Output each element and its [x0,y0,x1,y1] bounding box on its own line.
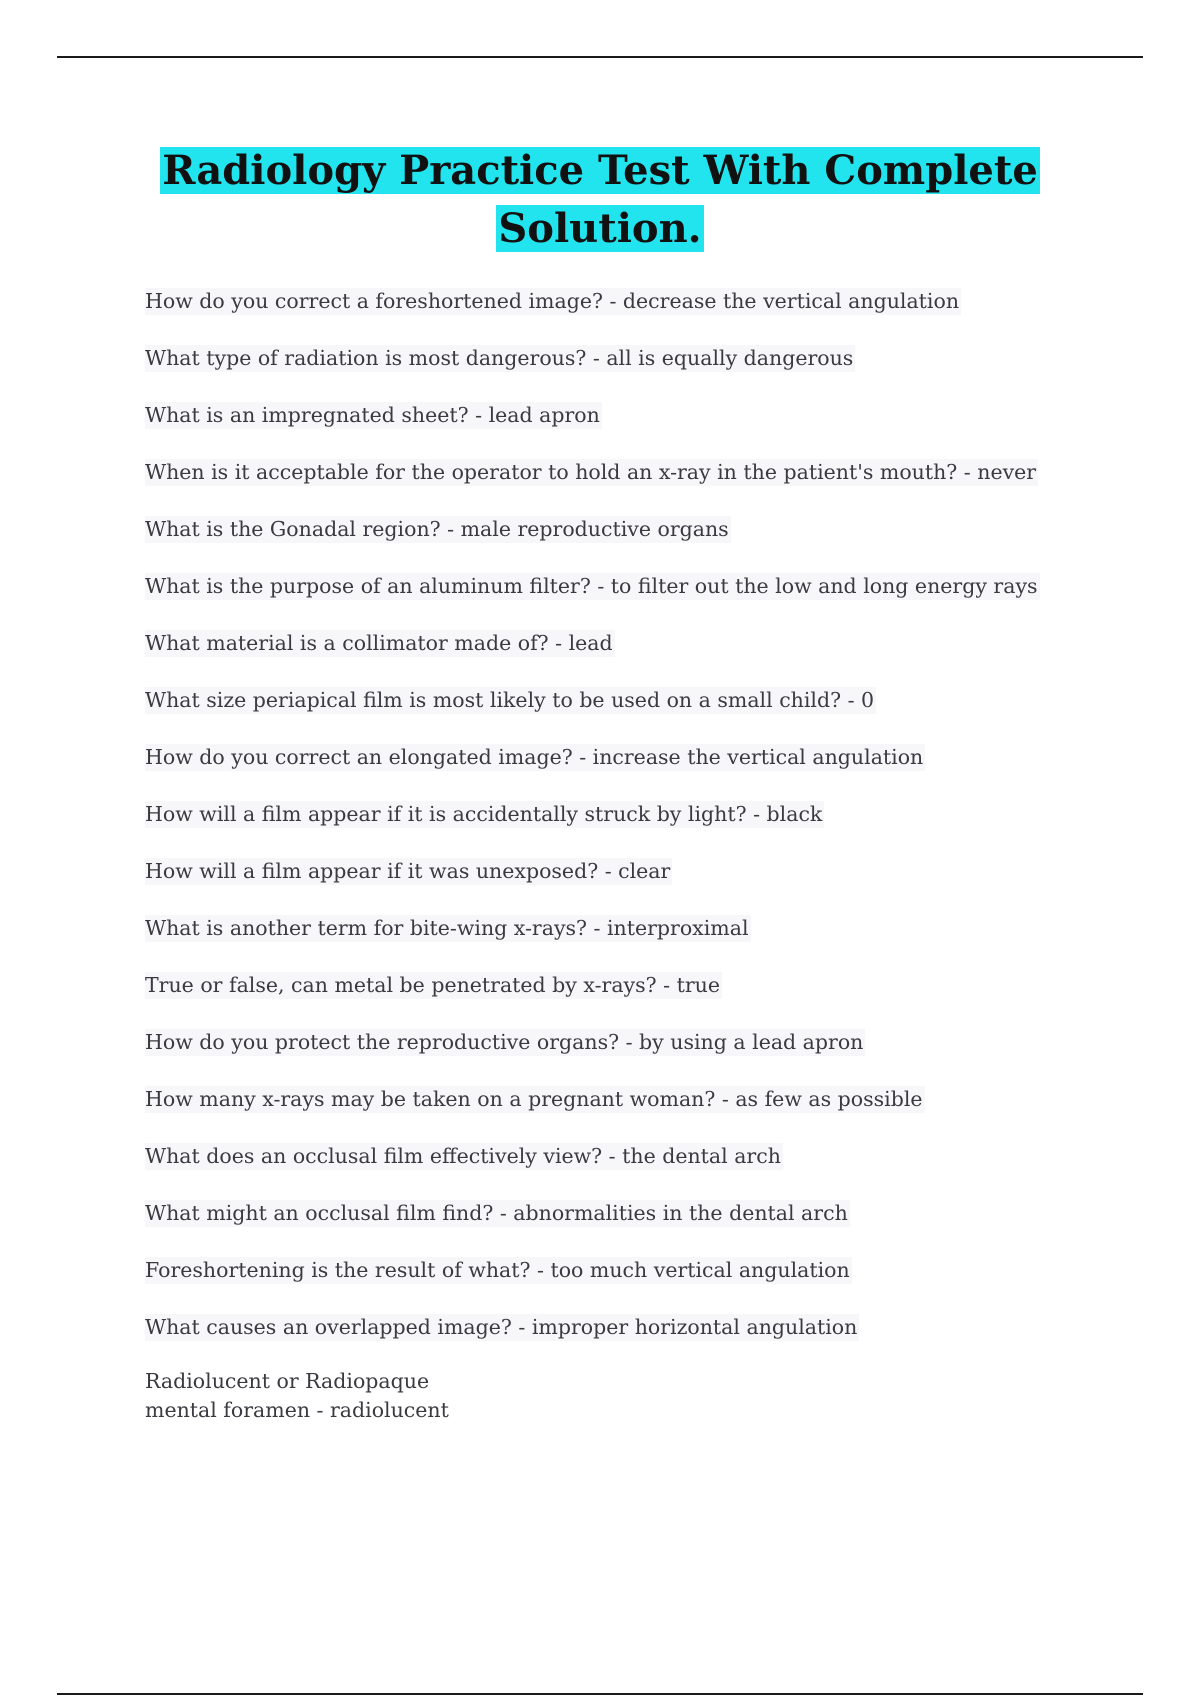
qa-text: How will a film appear if it was unexposed? - clear [145,859,671,883]
qa-text: What size periapical film is most likely to be used on a small child? - 0 [145,688,875,712]
qa-answer: mental foramen - radiolucent [145,1398,449,1422]
qa-item [145,341,1045,398]
qa-item [145,1025,1045,1082]
qa-item [145,455,1045,512]
qa-item [145,1082,1045,1139]
qa-text: What does an occlusal film effectively view? - the dental arch [145,1144,781,1168]
qa-item [145,512,1045,569]
qa-text: What type of radiation is most dangerous? - all is equally dangerous [145,346,854,370]
qa-text: What material is a collimator made of? - lead [145,631,613,655]
qa-item-multiline [145,1367,1045,1425]
qa-item [145,284,1045,341]
qa-text: What is another term for bite-wing x-rays? - interproximal [145,916,749,940]
qa-item [145,1196,1045,1253]
qa-question: Radiolucent or Radiopaque [145,1369,430,1393]
qa-item [145,740,1045,797]
qa-text: How do you correct an elongated image? - increase the vertical angulation [145,745,924,769]
qa-item [145,1310,1045,1367]
qa-text: What might an occlusal film find? - abnormalities in the dental arch [145,1201,848,1225]
qa-list [145,284,1045,1425]
qa-item [145,1139,1045,1196]
qa-text: What causes an overlapped image? - improper horizontal angulation [145,1315,858,1339]
qa-text: What is the purpose of an aluminum filter? - to filter out the low and long energy rays [145,574,1038,598]
qa-item [145,911,1045,968]
qa-text: How do you correct a foreshortened image? - decrease the vertical angulation [145,289,960,313]
qa-text: Foreshortening is the result of what? - too much vertical angulation [145,1258,850,1282]
qa-item [145,854,1045,911]
qa-text: When is it acceptable for the operator to hold an x-ray in the patient's mouth? - never [145,460,1037,484]
qa-text: How do you protect the reproductive organs? - by using a lead apron [145,1030,864,1054]
qa-item [145,797,1045,854]
qa-item [145,1253,1045,1310]
qa-item [145,683,1045,740]
qa-text: What is the Gonadal region? - male reproductive organs [145,517,729,541]
header-rule [57,56,1143,58]
qa-item [145,569,1045,626]
qa-text: How many x-rays may be taken on a pregnant woman? - as few as possible [145,1087,923,1111]
qa-text: What is an impregnated sheet? - lead apron [145,403,600,427]
qa-text: True or false, can metal be penetrated by x-rays? - true [145,973,720,997]
qa-text: How will a film appear if it is accidentally struck by light? - black [145,802,823,826]
qa-item [145,968,1045,1025]
footer-rule [57,1693,1143,1695]
document-title: Radiology Practice Test With Complete Solution. [162,147,1038,252]
qa-item [145,626,1045,683]
qa-item [145,398,1045,455]
title-block [60,142,1140,258]
